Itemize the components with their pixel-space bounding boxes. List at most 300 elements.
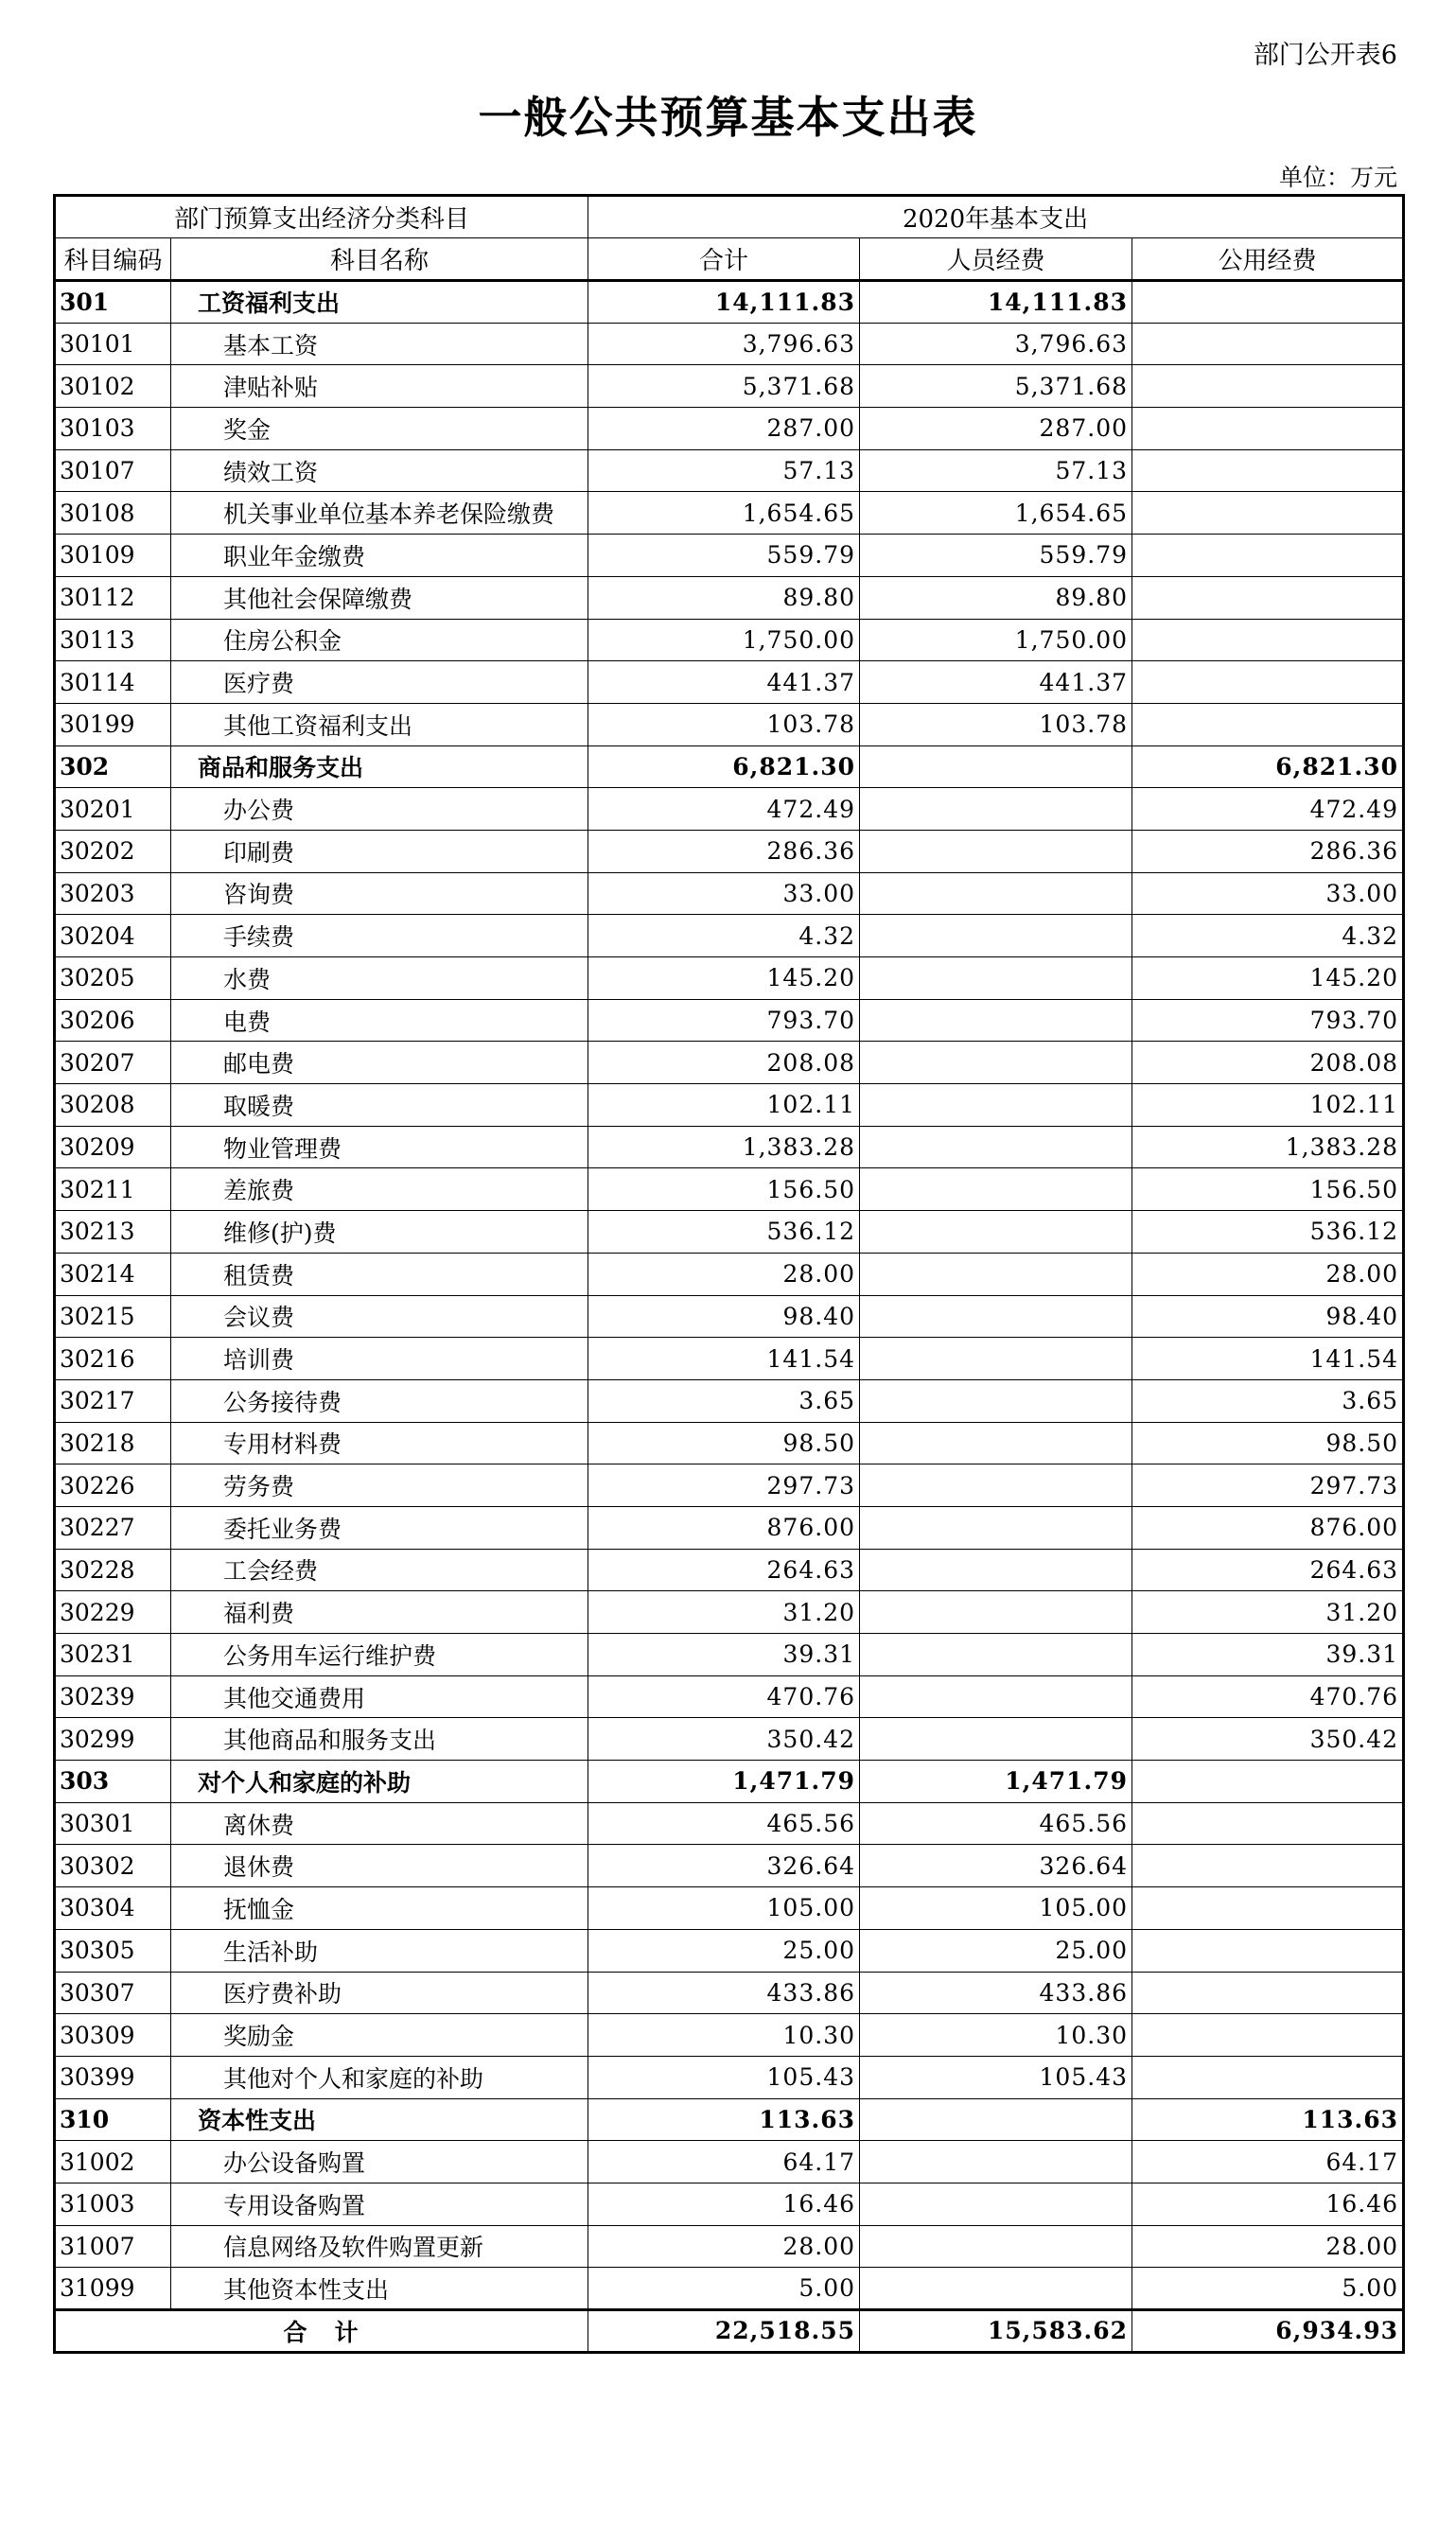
- personnel-cell: [860, 745, 1132, 788]
- total-cell: 39.31: [588, 1634, 860, 1676]
- public-cell: 39.31: [1132, 1634, 1404, 1676]
- total-cell: 14,111.83: [588, 281, 860, 324]
- name-cell: 专用设备购置: [171, 2183, 588, 2225]
- name-cell: 取暖费: [171, 1084, 588, 1127]
- public-cell: 102.11: [1132, 1084, 1404, 1127]
- name-cell: 机关事业单位基本养老保险缴费: [171, 492, 588, 535]
- code-cell: 303: [55, 1761, 171, 1803]
- name-cell: 办公设备购置: [171, 2141, 588, 2183]
- table-row: [55, 661, 1404, 704]
- personnel-cell: 441.37: [860, 661, 1132, 704]
- total-cell: 350.42: [588, 1718, 860, 1761]
- unit-label: 单位：万元: [1278, 164, 1397, 191]
- name-cell: 其他交通费用: [171, 1675, 588, 1718]
- total-cell: 31.20: [588, 1591, 860, 1634]
- public-cell: [1132, 1929, 1404, 1972]
- public-cell: 31.20: [1132, 1591, 1404, 1634]
- code-cell: 302: [55, 745, 171, 788]
- public-cell: 4.32: [1132, 915, 1404, 957]
- public-cell: [1132, 1972, 1404, 2014]
- table-row: [55, 1295, 1404, 1338]
- code-cell: 30227: [55, 1506, 171, 1549]
- total-cell: 1,654.65: [588, 492, 860, 535]
- personnel-cell: 10.30: [860, 2014, 1132, 2057]
- table-row: [55, 1718, 1404, 1761]
- code-cell: 30228: [55, 1549, 171, 1591]
- category-row: [55, 281, 1404, 324]
- code-cell: 30239: [55, 1675, 171, 1718]
- code-cell: 30309: [55, 2014, 171, 2057]
- personnel-cell: 105.43: [860, 2056, 1132, 2098]
- public-cell: 33.00: [1132, 872, 1404, 915]
- table-code: 部门公开表6: [1253, 41, 1397, 70]
- table-row: [55, 1929, 1404, 1972]
- personnel-cell: [860, 1168, 1132, 1211]
- page-title: 一般公共预算基本支出表: [478, 92, 978, 143]
- code-cell: 30216: [55, 1338, 171, 1380]
- header-col-total: 合计: [588, 238, 860, 281]
- total-cell: 105.00: [588, 1887, 860, 1930]
- name-cell: 对个人和家庭的补助: [171, 1761, 588, 1803]
- total-cell: 33.00: [588, 872, 860, 915]
- name-cell: 劳务费: [171, 1464, 588, 1507]
- header-row-columns: [55, 238, 1404, 281]
- name-cell: 职业年金缴费: [171, 535, 588, 577]
- table-row: [55, 1211, 1404, 1254]
- name-cell: 住房公积金: [171, 619, 588, 661]
- name-cell: 咨询费: [171, 872, 588, 915]
- total-cell: 208.08: [588, 1042, 860, 1084]
- name-cell: 抚恤金: [171, 1887, 588, 1930]
- name-cell: 其他工资福利支出: [171, 703, 588, 745]
- personnel-cell: [860, 999, 1132, 1042]
- code-cell: 30213: [55, 1211, 171, 1254]
- total-label: 合 计: [55, 2310, 588, 2353]
- table-row: [55, 999, 1404, 1042]
- personnel-cell: [860, 1464, 1132, 1507]
- table-row: [55, 1549, 1404, 1591]
- personnel-cell: 465.56: [860, 1802, 1132, 1845]
- code-cell: 30399: [55, 2056, 171, 2098]
- personnel-cell: [860, 1591, 1132, 1634]
- header-col-personnel: 人员经费: [860, 238, 1132, 281]
- table-row: [55, 1591, 1404, 1634]
- total-cell: 57.13: [588, 449, 860, 492]
- table-row: [55, 788, 1404, 831]
- name-cell: 水费: [171, 957, 588, 1000]
- table-row: [55, 872, 1404, 915]
- personnel-cell: [860, 2183, 1132, 2225]
- personnel-cell: [860, 1126, 1132, 1168]
- name-cell: 培训费: [171, 1338, 588, 1380]
- name-cell: 绩效工资: [171, 449, 588, 492]
- total-row: [55, 2310, 1404, 2353]
- table-row: [55, 1634, 1404, 1676]
- code-cell: 30304: [55, 1887, 171, 1930]
- public-cell: 208.08: [1132, 1042, 1404, 1084]
- code-cell: 31003: [55, 2183, 171, 2225]
- category-row: [55, 2098, 1404, 2141]
- total-cell: 1,383.28: [588, 1126, 860, 1168]
- name-cell: 其他资本性支出: [171, 2268, 588, 2310]
- personnel-cell: [860, 1506, 1132, 1549]
- name-cell: 退休费: [171, 1845, 588, 1887]
- total-cell: 156.50: [588, 1168, 860, 1211]
- total-cell: 10.30: [588, 2014, 860, 2057]
- name-cell: 公务接待费: [171, 1379, 588, 1422]
- personnel-cell: [860, 788, 1132, 831]
- personnel-cell: 57.13: [860, 449, 1132, 492]
- personnel-cell: [860, 1422, 1132, 1464]
- code-cell: 30299: [55, 1718, 171, 1761]
- personnel-cell: 433.86: [860, 1972, 1132, 2014]
- public-cell: 113.63: [1132, 2098, 1404, 2141]
- public-cell: 793.70: [1132, 999, 1404, 1042]
- personnel-cell: [860, 1675, 1132, 1718]
- personnel-cell: 287.00: [860, 408, 1132, 450]
- code-cell: 30114: [55, 661, 171, 704]
- public-cell: 156.50: [1132, 1168, 1404, 1211]
- name-cell: 医疗费: [171, 661, 588, 704]
- code-cell: 30103: [55, 408, 171, 450]
- name-cell: 差旅费: [171, 1168, 588, 1211]
- code-cell: 30102: [55, 365, 171, 408]
- code-cell: 30201: [55, 788, 171, 831]
- total-cell: 433.86: [588, 1972, 860, 2014]
- code-cell: 30302: [55, 1845, 171, 1887]
- public-cell: [1132, 2014, 1404, 2057]
- name-cell: 医疗费补助: [171, 1972, 588, 2014]
- code-cell: 30231: [55, 1634, 171, 1676]
- total-cell: 472.49: [588, 788, 860, 831]
- name-cell: 维修(护)费: [171, 1211, 588, 1254]
- total-cell: 64.17: [588, 2141, 860, 2183]
- total-cell: 5.00: [588, 2268, 860, 2310]
- total-cell: 103.78: [588, 703, 860, 745]
- table-row: [55, 619, 1404, 661]
- name-cell: 工会经费: [171, 1549, 588, 1591]
- name-cell: 印刷费: [171, 830, 588, 872]
- total-cell: 16.46: [588, 2183, 860, 2225]
- public-cell: 64.17: [1132, 2141, 1404, 2183]
- header-group-right: 2020年基本支出: [588, 196, 1404, 238]
- code-cell: 30107: [55, 449, 171, 492]
- personnel-cell: 1,750.00: [860, 619, 1132, 661]
- table-row: [55, 576, 1404, 619]
- total-cell: 1,471.79: [588, 1761, 860, 1803]
- code-cell: 30112: [55, 576, 171, 619]
- personnel-cell: [860, 1379, 1132, 1422]
- table-row: [55, 830, 1404, 872]
- table-row: [55, 1253, 1404, 1295]
- personnel-cell: 1,471.79: [860, 1761, 1132, 1803]
- table-row: [55, 1464, 1404, 1507]
- personnel-cell: [860, 830, 1132, 872]
- name-cell: 离休费: [171, 1802, 588, 1845]
- personnel-cell: [860, 1295, 1132, 1338]
- name-cell: 其他商品和服务支出: [171, 1718, 588, 1761]
- table-row: [55, 408, 1404, 450]
- name-cell: 公务用车运行维护费: [171, 1634, 588, 1676]
- personnel-cell: [860, 2098, 1132, 2141]
- code-cell: 310: [55, 2098, 171, 2141]
- total-cell: 326.64: [588, 1845, 860, 1887]
- total-cell: 25.00: [588, 1929, 860, 1972]
- personnel-cell: 326.64: [860, 1845, 1132, 1887]
- code-cell: 30204: [55, 915, 171, 957]
- name-cell: 租赁费: [171, 1253, 588, 1295]
- public-cell: 141.54: [1132, 1338, 1404, 1380]
- personnel-cell: [860, 2141, 1132, 2183]
- public-cell: 350.42: [1132, 1718, 1404, 1761]
- public-cell: 286.36: [1132, 830, 1404, 872]
- table-row: [55, 1506, 1404, 1549]
- personnel-cell: 25.00: [860, 1929, 1132, 1972]
- name-cell: 津贴补贴: [171, 365, 588, 408]
- name-cell: 委托业务费: [171, 1506, 588, 1549]
- total-cell: 287.00: [588, 408, 860, 450]
- public-cell: [1132, 449, 1404, 492]
- code-cell: 31002: [55, 2141, 171, 2183]
- table-row: [55, 1802, 1404, 1845]
- total-cell: 98.40: [588, 1295, 860, 1338]
- code-cell: 30208: [55, 1084, 171, 1127]
- public-cell: 876.00: [1132, 1506, 1404, 1549]
- code-cell: 30113: [55, 619, 171, 661]
- table-row: [55, 1338, 1404, 1380]
- public-cell: [1132, 1845, 1404, 1887]
- public-cell: 16.46: [1132, 2183, 1404, 2225]
- code-cell: 30226: [55, 1464, 171, 1507]
- header-col-code: 科目编码: [55, 238, 171, 281]
- table-row: [55, 1084, 1404, 1127]
- public-sum-cell: 6,934.93: [1132, 2310, 1404, 2353]
- table-row: [55, 2183, 1404, 2225]
- code-cell: 30218: [55, 1422, 171, 1464]
- total-cell: 876.00: [588, 1506, 860, 1549]
- table-row: [55, 1887, 1404, 1930]
- total-cell: 3.65: [588, 1379, 860, 1422]
- header-col-name: 科目名称: [171, 238, 588, 281]
- public-cell: 5.00: [1132, 2268, 1404, 2310]
- table-row: [55, 2268, 1404, 2310]
- table-row: [55, 915, 1404, 957]
- code-cell: 30305: [55, 1929, 171, 1972]
- total-cell: 141.54: [588, 1338, 860, 1380]
- public-cell: 98.40: [1132, 1295, 1404, 1338]
- name-cell: 其他社会保障缴费: [171, 576, 588, 619]
- public-cell: [1132, 1761, 1404, 1803]
- table-row: [55, 703, 1404, 745]
- code-cell: 30202: [55, 830, 171, 872]
- personnel-cell: [860, 1338, 1132, 1380]
- header-row-group: [55, 196, 1404, 238]
- public-cell: 6,821.30: [1132, 745, 1404, 788]
- table-row: [55, 1845, 1404, 1887]
- budget-table: [53, 194, 1405, 2354]
- code-cell: 30307: [55, 1972, 171, 2014]
- personnel-cell: 103.78: [860, 703, 1132, 745]
- name-cell: 生活补助: [171, 1929, 588, 1972]
- total-cell: 89.80: [588, 576, 860, 619]
- name-cell: 物业管理费: [171, 1126, 588, 1168]
- table-row: [55, 1379, 1404, 1422]
- name-cell: 福利费: [171, 1591, 588, 1634]
- code-cell: 30301: [55, 1802, 171, 1845]
- code-cell: 30203: [55, 872, 171, 915]
- public-cell: [1132, 703, 1404, 745]
- public-cell: [1132, 619, 1404, 661]
- total-cell: 264.63: [588, 1549, 860, 1591]
- public-cell: [1132, 576, 1404, 619]
- total-cell: 145.20: [588, 957, 860, 1000]
- name-cell: 信息网络及软件购置更新: [171, 2225, 588, 2268]
- name-cell: 商品和服务支出: [171, 745, 588, 788]
- code-cell: 31099: [55, 2268, 171, 2310]
- table-row: [55, 323, 1404, 365]
- public-cell: [1132, 365, 1404, 408]
- total-cell: 105.43: [588, 2056, 860, 2098]
- table-row: [55, 1126, 1404, 1168]
- personnel-cell: [860, 915, 1132, 957]
- public-cell: 264.63: [1132, 1549, 1404, 1591]
- public-cell: [1132, 323, 1404, 365]
- code-cell: 30217: [55, 1379, 171, 1422]
- personnel-cell: 105.00: [860, 1887, 1132, 1930]
- personnel-cell: [860, 2268, 1132, 2310]
- personnel-cell: 89.80: [860, 576, 1132, 619]
- code-cell: 30207: [55, 1042, 171, 1084]
- table-row: [55, 2056, 1404, 2098]
- personnel-cell: [860, 872, 1132, 915]
- name-cell: 其他对个人和家庭的补助: [171, 2056, 588, 2098]
- code-cell: 30215: [55, 1295, 171, 1338]
- table-row: [55, 365, 1404, 408]
- code-cell: 301: [55, 281, 171, 324]
- name-cell: 基本工资: [171, 323, 588, 365]
- total-sum-cell: 22,518.55: [588, 2310, 860, 2353]
- public-cell: 3.65: [1132, 1379, 1404, 1422]
- public-cell: 470.76: [1132, 1675, 1404, 1718]
- code-cell: 30211: [55, 1168, 171, 1211]
- code-cell: 30108: [55, 492, 171, 535]
- code-cell: 30209: [55, 1126, 171, 1168]
- personnel-cell: [860, 957, 1132, 1000]
- total-cell: 286.36: [588, 830, 860, 872]
- public-cell: 536.12: [1132, 1211, 1404, 1254]
- code-cell: 30229: [55, 1591, 171, 1634]
- total-cell: 98.50: [588, 1422, 860, 1464]
- total-cell: 6,821.30: [588, 745, 860, 788]
- code-cell: 30214: [55, 1253, 171, 1295]
- personnel-cell: 5,371.68: [860, 365, 1132, 408]
- total-cell: 5,371.68: [588, 365, 860, 408]
- table-row: [55, 2225, 1404, 2268]
- personnel-cell: [860, 1211, 1132, 1254]
- total-cell: 102.11: [588, 1084, 860, 1127]
- public-cell: [1132, 492, 1404, 535]
- name-cell: 奖励金: [171, 2014, 588, 2057]
- table-row: [55, 1675, 1404, 1718]
- total-cell: 28.00: [588, 2225, 860, 2268]
- personnel-cell: [860, 1549, 1132, 1591]
- personnel-sum-cell: 15,583.62: [860, 2310, 1132, 2353]
- public-cell: [1132, 2056, 1404, 2098]
- personnel-cell: 1,654.65: [860, 492, 1132, 535]
- table-row: [55, 449, 1404, 492]
- name-cell: 奖金: [171, 408, 588, 450]
- table-row: [55, 535, 1404, 577]
- personnel-cell: 3,796.63: [860, 323, 1132, 365]
- public-cell: 1,383.28: [1132, 1126, 1404, 1168]
- name-cell: 手续费: [171, 915, 588, 957]
- public-cell: [1132, 661, 1404, 704]
- personnel-cell: 14,111.83: [860, 281, 1132, 324]
- total-cell: 559.79: [588, 535, 860, 577]
- name-cell: 邮电费: [171, 1042, 588, 1084]
- total-cell: 536.12: [588, 1211, 860, 1254]
- public-cell: [1132, 281, 1404, 324]
- table-row: [55, 957, 1404, 1000]
- table-row: [55, 1972, 1404, 2014]
- table-row: [55, 1168, 1404, 1211]
- code-cell: 30101: [55, 323, 171, 365]
- public-cell: [1132, 1802, 1404, 1845]
- total-cell: 465.56: [588, 1802, 860, 1845]
- public-cell: 28.00: [1132, 2225, 1404, 2268]
- personnel-cell: [860, 1042, 1132, 1084]
- code-cell: 30205: [55, 957, 171, 1000]
- code-cell: 30199: [55, 703, 171, 745]
- table-row: [55, 1042, 1404, 1084]
- public-cell: [1132, 408, 1404, 450]
- public-cell: 472.49: [1132, 788, 1404, 831]
- name-cell: 资本性支出: [171, 2098, 588, 2141]
- public-cell: [1132, 1887, 1404, 1930]
- code-cell: 30206: [55, 999, 171, 1042]
- personnel-cell: [860, 1084, 1132, 1127]
- total-cell: 470.76: [588, 1675, 860, 1718]
- public-cell: 98.50: [1132, 1422, 1404, 1464]
- total-cell: 28.00: [588, 1253, 860, 1295]
- header-col-public: 公用经费: [1132, 238, 1404, 281]
- category-row: [55, 1761, 1404, 1803]
- name-cell: 电费: [171, 999, 588, 1042]
- table-row: [55, 2141, 1404, 2183]
- total-cell: 1,750.00: [588, 619, 860, 661]
- header-group-left: 部门预算支出经济分类科目: [55, 196, 588, 238]
- personnel-cell: [860, 1634, 1132, 1676]
- public-cell: 297.73: [1132, 1464, 1404, 1507]
- total-cell: 793.70: [588, 999, 860, 1042]
- personnel-cell: [860, 1718, 1132, 1761]
- total-cell: 297.73: [588, 1464, 860, 1507]
- public-cell: 28.00: [1132, 1253, 1404, 1295]
- category-row: [55, 745, 1404, 788]
- name-cell: 专用材料费: [171, 1422, 588, 1464]
- name-cell: 办公费: [171, 788, 588, 831]
- personnel-cell: 559.79: [860, 535, 1132, 577]
- name-cell: 工资福利支出: [171, 281, 588, 324]
- name-cell: 会议费: [171, 1295, 588, 1338]
- public-cell: 145.20: [1132, 957, 1404, 1000]
- table-row: [55, 492, 1404, 535]
- total-cell: 441.37: [588, 661, 860, 704]
- personnel-cell: [860, 1253, 1132, 1295]
- public-cell: [1132, 535, 1404, 577]
- code-cell: 30109: [55, 535, 171, 577]
- total-cell: 4.32: [588, 915, 860, 957]
